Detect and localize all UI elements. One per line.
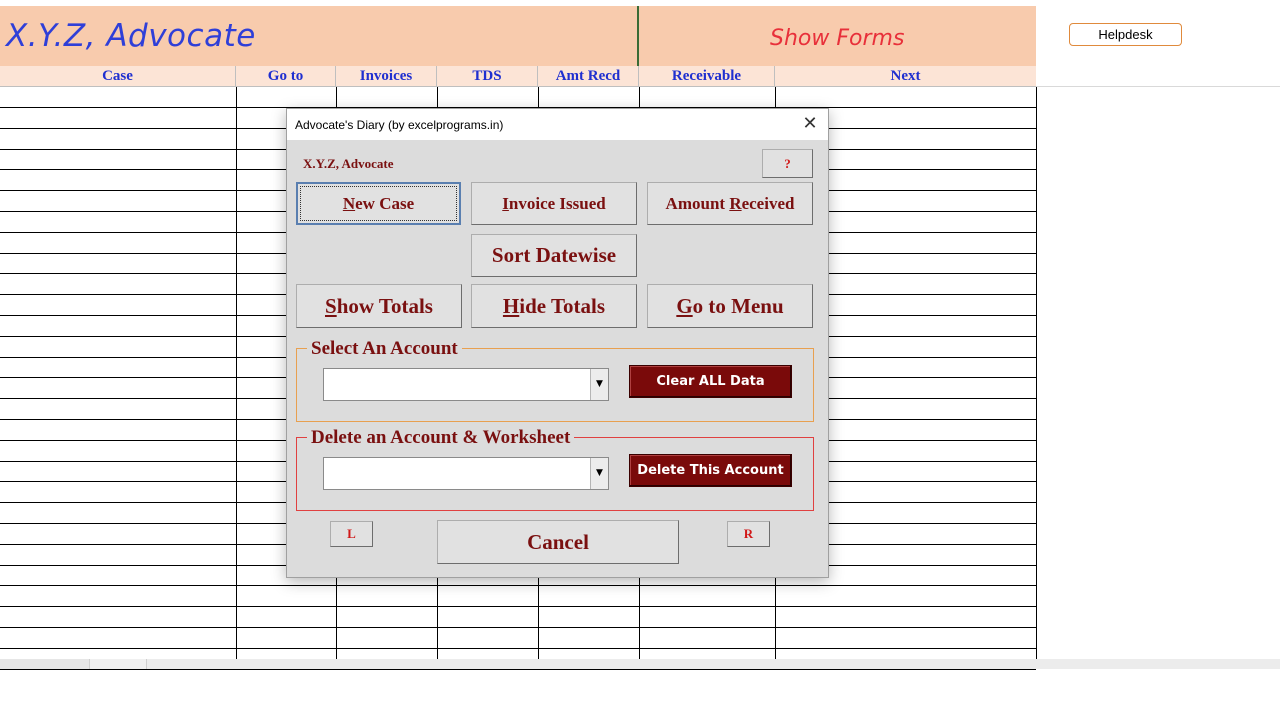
delete-account-combo[interactable] (323, 457, 609, 490)
help-button[interactable]: ? (762, 149, 813, 178)
horizontal-scrollbar[interactable] (146, 659, 1280, 669)
helpdesk-button[interactable]: Helpdesk (1069, 23, 1182, 46)
grid-column-line (236, 87, 237, 660)
amount-received-label: eceived (741, 194, 795, 213)
column-header-go-to: Go to (236, 66, 336, 87)
grid-row-line (0, 585, 1036, 586)
amount-received-pre: Amount (665, 194, 730, 213)
title-divider (637, 6, 639, 66)
column-header-next: Next (890, 68, 921, 84)
grid-column-line (1036, 87, 1037, 660)
invoice-issued-label: nvoice Issued (508, 194, 606, 213)
show-totals-accel: S (325, 294, 337, 318)
amount-received-button[interactable] (647, 182, 813, 225)
sheet-tab-scroll[interactable] (0, 659, 90, 669)
select-account-label: Select An Account (307, 338, 462, 360)
hide-totals-label: ide Totals (519, 294, 606, 318)
advocates-diary-dialog (286, 108, 829, 578)
go-to-menu-label: o to Menu (692, 294, 784, 318)
grid-row-line (0, 606, 1036, 607)
column-header-case: Case (0, 66, 236, 87)
show-totals-label: how Totals (336, 294, 433, 318)
sort-datewise-button[interactable]: Sort Datewise (471, 234, 637, 277)
amount-received-accel: R (729, 194, 742, 213)
show-forms-link[interactable]: Show Forms (770, 26, 905, 51)
column-header-row (0, 66, 1036, 87)
delete-this-account-button[interactable]: Delete This Account (629, 454, 792, 487)
clear-all-data-button[interactable]: Clear ALL Data (629, 365, 792, 398)
go-to-menu-button[interactable] (647, 284, 813, 328)
sheet-right-rule (1036, 86, 1280, 87)
hide-totals-accel: H (502, 294, 520, 318)
left-button[interactable]: L (330, 521, 373, 547)
column-header-receivable: Receivable (639, 66, 775, 87)
sheet-tab-bar (0, 659, 1280, 669)
column-header-invoices: Invoices (336, 66, 437, 87)
hide-totals-button[interactable] (471, 284, 637, 328)
new-case-label: ew Case (355, 194, 415, 213)
select-account-combo[interactable] (323, 368, 609, 401)
sheet-title: X.Y.Z, Advocate (6, 18, 256, 54)
grid-row-line (0, 627, 1036, 628)
column-header-tds: TDS (437, 66, 538, 87)
delete-account-label: Delete an Account & Worksheet (307, 427, 574, 449)
dialog-subtitle: X.Y.Z, Advocate (303, 156, 394, 171)
chevron-down-icon[interactable]: ▼ (590, 458, 608, 489)
chevron-down-icon[interactable]: ▼ (590, 369, 608, 400)
show-totals-button[interactable] (296, 284, 462, 328)
new-case-accel: N (342, 194, 356, 213)
close-icon[interactable]: ✕ (802, 113, 818, 134)
column-header-amt-recd: Amt Recd (538, 66, 639, 87)
cancel-button[interactable]: Cancel (437, 520, 679, 564)
grid-row-line (0, 648, 1036, 649)
dialog-titlebar[interactable] (287, 109, 828, 140)
dialog-title: Advocate's Diary (by excelprograms.in) (295, 118, 504, 132)
title-band (0, 6, 1036, 66)
new-case-button[interactable] (296, 182, 461, 225)
invoice-issued-accel: I (502, 194, 509, 213)
invoice-issued-button[interactable] (471, 182, 637, 225)
right-button[interactable]: R (727, 521, 770, 547)
go-to-menu-accel: G (676, 294, 693, 318)
